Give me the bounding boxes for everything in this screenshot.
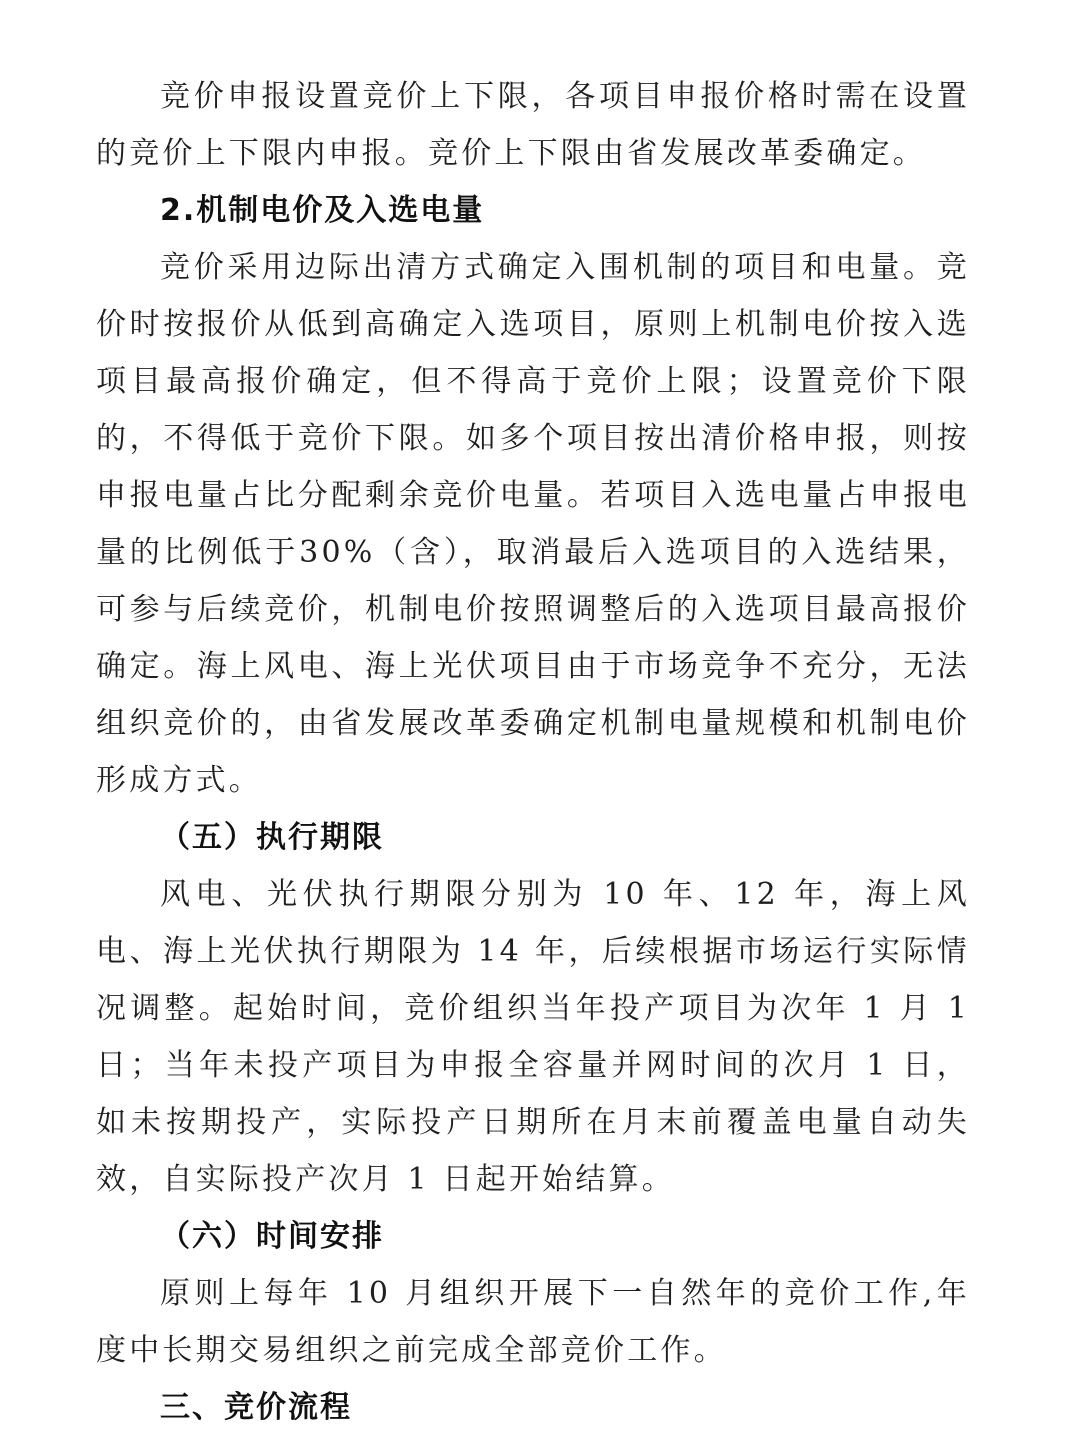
paragraph-mechanism-price: 竞价采用边际出清方式确定入围机制的项目和电量。竞价时按报价从低到高确定入选项目，原则上机制电价按入选项目最高报价确定，但不得高于竞价上限；设置竞价下限的，不得低于竞价下限。如多个项目按出清价格申报，则按申报电量占比分配剩余竞价电量。若项目入选电量占申报电量的比例低于30%（含），取消最后入选项目的入选结果，可参与后续竞价，机制电价按照调整后的入选项目最高报价确定。海上风电、海上光伏项目由于市场竞争不充分，无法组织竞价的，由省发展改革委确定机制电量规模和机制电价形成方式。 <box>96 250 970 798</box>
heading-schedule: （六）时间安排 <box>160 1219 384 1254</box>
paragraph-schedule: 原则上每年 10 月组织开展下一自然年的竞价工作,年度中长期交易组织之前完成全部竞价工作。 <box>96 1276 970 1368</box>
paragraph-execution-period: 风电、光伏执行期限分别为 10 年、12 年，海上风电、海上光伏执行期限为 14 年，后续根据市场运行实际情况调整。起始时间，竞价组织当年投产项目为次年 1 月 1 日；当年未投产项目为申报全容量并网时间的次月 1 日，如未按期投产，实际投产日期所在月末前覆盖电量自动失效，自实际投产次月 1 日起开始结算。 <box>96 877 970 1197</box>
heading-bidding-process: 三、竞价流程 <box>160 1390 352 1425</box>
heading-execution-period: （五）执行期限 <box>160 820 384 855</box>
heading-mechanism-price: 2.机制电价及入选电量 <box>160 193 485 228</box>
document-body <box>96 68 970 1436</box>
paragraph-bid-limits: 竞价申报设置竞价上下限，各项目申报价格时需在设置的竞价上下限内申报。竞价上下限由省发展改革委确定。 <box>96 79 970 171</box>
